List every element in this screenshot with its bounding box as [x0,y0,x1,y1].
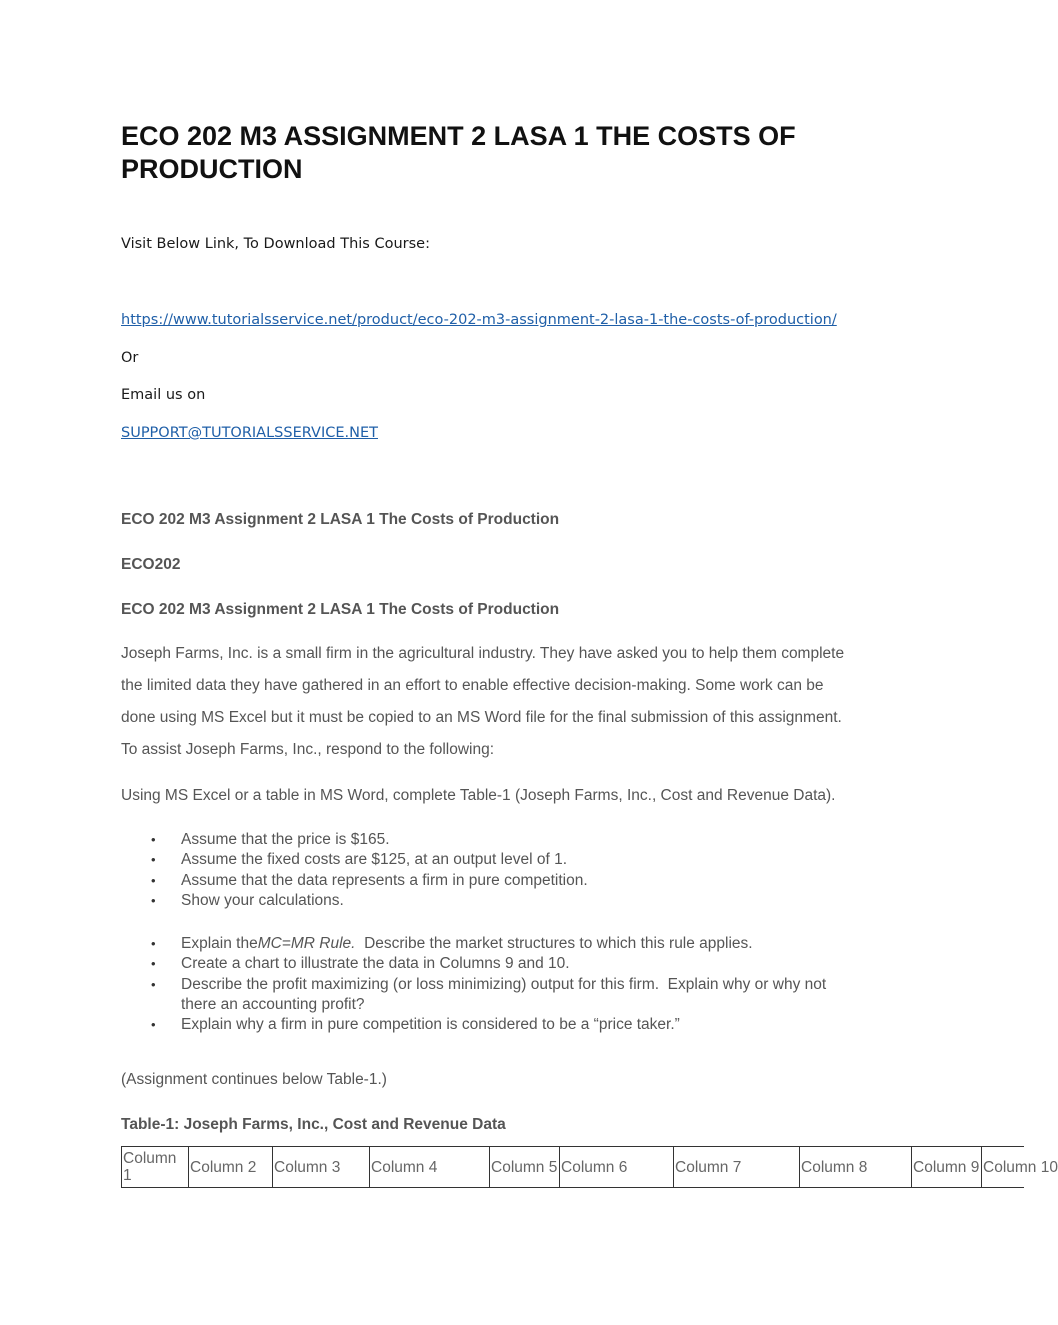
page-title: ECO 202 M3 ASSIGNMENT 2 LASA 1 THE COSTS OF PRODUCTION [121,121,796,184]
list-item [121,830,901,850]
email-label: Email us on [121,387,206,403]
instruction-text: Using MS Excel or a table in MS Word, complete Table-1 (Joseph Farms, Inc., Cost and Revenue Data). [121,787,836,804]
email-link[interactable]: SUPPORT@TUTORIALSSERVICE.NET [121,425,378,441]
table-header-cell: Column 4 [369,1147,489,1187]
bullet-icon: • [151,956,156,972]
list-item-text: there an accounting profit? [181,995,365,1013]
table-header-cell: Column 6 [559,1147,673,1187]
bullet-icon: • [151,892,156,908]
intro-line: Joseph Farms, Inc. is a small firm in the agricultural industry. They have asked you to help them complete [121,645,845,662]
mc-mr-rule-text: MC=MR Rule. [257,935,356,952]
question-list [121,934,901,1035]
table-header-cell: Column 8 [799,1147,911,1187]
list-item [121,1015,901,1035]
intro-paragraph [121,638,921,766]
bullet-icon: • [151,976,156,992]
visit-text: Visit Below Link, To Download This Course: [121,236,430,252]
table-header-cell: Column 9 [911,1147,981,1187]
table-header-cell: Column 5 [489,1147,559,1187]
table-header-cell: Column 2 [188,1147,272,1187]
list-item-text: Explain why a firm in pure competition is considered to be a “price taker.” [181,1016,680,1034]
assumption-list [121,830,901,911]
continues-note: (Assignment continues below Table-1.) [121,1071,387,1088]
list-item [121,871,901,891]
list-item-text: Assume that the price is $165. [181,831,390,848]
list-item-text: Create a chart to illustrate the data in Columns 9 and 10. [181,955,570,973]
list-item [121,975,901,1016]
list-item-text: Assume that the data represents a firm in pure competition. [181,871,588,889]
table-header-cell: Column 10 [981,1147,1024,1187]
list-item-text: Explain the [181,935,258,952]
or-text: Or [121,350,139,366]
bullet-icon: • [151,852,156,868]
list-item [121,934,901,954]
bullet-icon: • [151,832,156,847]
list-item [121,850,901,870]
cost-revenue-table [121,1146,1058,1188]
table-header-cell: Column 7 [673,1147,799,1187]
heading-2: ECO 202 M3 Assignment 2 LASA 1 The Costs of Production [121,601,560,618]
list-item [121,954,901,974]
list-item-text: Describe the market structures to which this rule applies. [355,935,753,952]
table-header-cell: Column 3 [272,1147,369,1187]
download-link[interactable]: https://www.tutorialsservice.net/product/eco-202-m3-assignment-2-lasa-1-the-costs-of-production/ [121,312,837,328]
course-code: ECO202 [121,556,181,573]
list-item-text: Assume the fixed costs are $125, at an output level of 1. [181,851,568,869]
list-item-text: Show your calculations. [181,891,344,909]
list-item [121,891,901,911]
table-caption: Table-1: Joseph Farms, Inc., Cost and Revenue Data [121,1116,506,1133]
intro-line: done using MS Excel but it must be copied to an MS Word file for the final submission of this assignment. [121,709,842,726]
bullet-icon: • [151,936,156,951]
heading-1: ECO 202 M3 Assignment 2 LASA 1 The Costs of Production [121,511,560,528]
bullet-icon: • [151,872,156,888]
intro-line: the limited data they have gathered in an effort to enable effective decision-making. Some work can be [121,677,824,694]
bullet-icon: • [151,1017,156,1033]
intro-line: To assist Joseph Farms, Inc., respond to the following: [121,741,495,758]
table-header-cell: Column 1 [121,1147,188,1187]
list-item-text: Describe the profit maximizing (or loss minimizing) output for this firm. Explain why or why not [181,975,827,993]
